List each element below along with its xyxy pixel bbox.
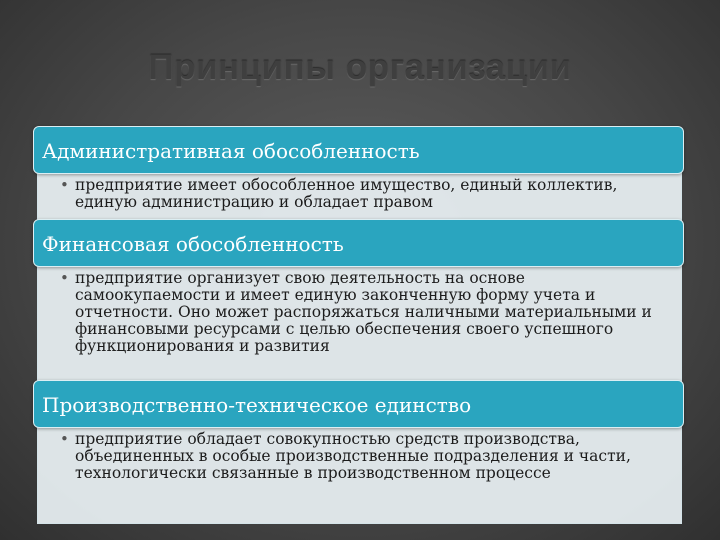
section-heading: Финансовая обособленность [33,219,684,267]
bullet-icon: • [60,269,69,287]
bullet-text: предприятие обладает совокупностью средств производства, объединенных в особые производственные подразделения и части, технологически связанные в производственном процессе [75,430,631,482]
section-heading: Административная обособленность [33,126,684,174]
bullet-item [38,172,681,211]
bullet-item [38,265,681,355]
bullet-icon: • [60,430,69,448]
section-body [37,265,682,383]
bullet-text: предприятие имеет обособленное имущество, единый коллектив, единую администрацию и обладает правом [75,176,618,211]
bullet-icon: • [60,176,69,194]
section-heading: Производственно-техническое единство [33,380,684,428]
bullet-item [38,426,681,482]
slide-title: Принципы организации [148,48,572,87]
section-body [37,426,682,524]
bullet-text: предприятие организует свою деятельность на основе самоокупаемости и имеет единую законченную форму учета и отчетности. Оно может распоряжаться наличными материальными и финансовыми ресурсами с целью обеспечения своего успешного функционирования и развития [75,269,652,355]
section-body [37,172,682,222]
